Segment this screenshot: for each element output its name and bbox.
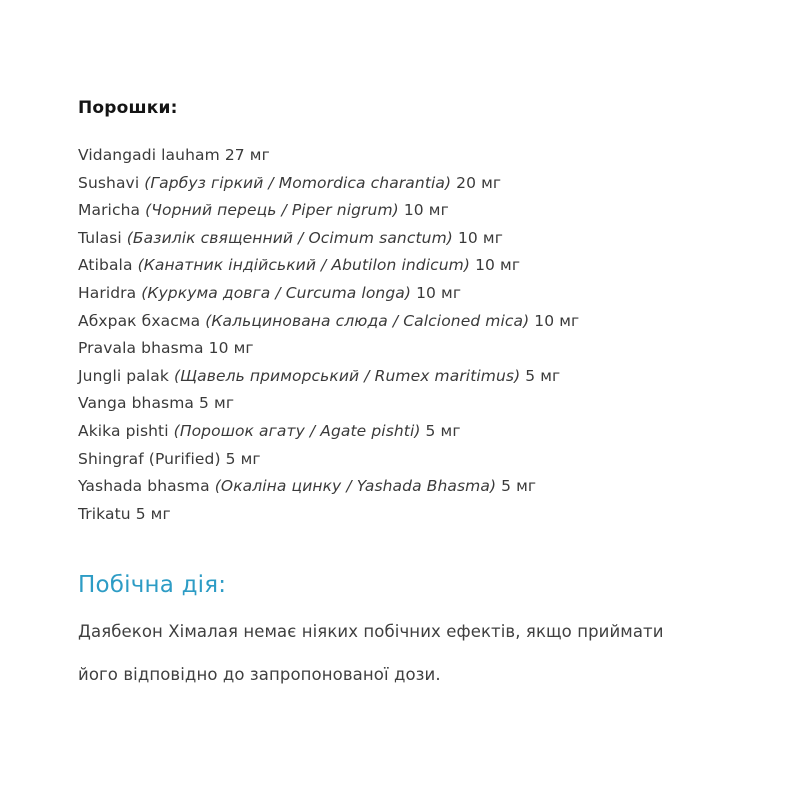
ingredient-row xyxy=(78,501,758,529)
ingredient-detail: (Базилік священний / Ocimum sanctum) xyxy=(121,228,453,247)
side-effects-text xyxy=(78,622,758,685)
ingredient-amount: 5 мг xyxy=(520,366,561,385)
side-effects-line: його відповідно до запропонованої дози. xyxy=(78,665,441,685)
ingredient-name: Абхрак бхасма xyxy=(78,311,201,330)
ingredient-name: Shingraf xyxy=(78,449,144,468)
ingredient-row xyxy=(78,418,758,446)
ingredient-detail: (Канатник індійський / Abutilon indicum) xyxy=(132,256,471,275)
ingredient-row xyxy=(78,390,758,418)
ingredient-amount: 10 мг xyxy=(203,339,254,358)
ingredient-amount: 27 мг xyxy=(219,146,270,164)
ingredient-row xyxy=(78,308,758,336)
ingredient-row xyxy=(78,252,758,280)
ingredient-name: Jungli palak xyxy=(78,366,169,385)
ingredient-name: Maricha xyxy=(78,201,141,220)
ingredient-detail: (Щавель приморський / Rumex maritimus) xyxy=(168,366,521,385)
ingredient-detail: (Окаліна цинку / Yashada Bhasma) xyxy=(209,477,497,496)
ingredient-detail: (Кальцинована слюда / Calcioned mica) xyxy=(200,311,530,330)
ingredient-row xyxy=(78,280,758,308)
ingredient-name: Akika pishti xyxy=(78,421,169,440)
ingredient-amount: 5 мг xyxy=(130,504,171,523)
powders-heading: Порошки: xyxy=(78,98,178,118)
ingredient-row xyxy=(78,170,758,198)
ingredient-row xyxy=(78,225,758,253)
ingredient-name: Atibala xyxy=(78,256,133,275)
ingredient-amount: 10 мг xyxy=(398,201,449,220)
ingredient-amount: 5 мг xyxy=(220,449,261,468)
ingredient-row xyxy=(78,446,758,474)
ingredient-row xyxy=(78,142,758,170)
ingredient-name: Sushavi xyxy=(78,173,140,192)
ingredient-amount: 5 мг xyxy=(420,421,461,440)
ingredient-amount: 20 мг xyxy=(451,173,502,192)
ingredient-amount: 5 мг xyxy=(194,394,235,413)
ingredient-name: Yashada bhasma xyxy=(78,477,210,496)
ingredient-detail: (Порошок агату / Agate pishti) xyxy=(168,421,421,440)
ingredient-amount: 10 мг xyxy=(411,283,462,302)
ingredient-list xyxy=(78,142,758,528)
ingredient-amount: 10 мг xyxy=(470,256,521,275)
ingredient-name: Haridra xyxy=(78,283,137,302)
product-description-page xyxy=(78,98,758,708)
ingredient-amount: 10 мг xyxy=(452,228,503,247)
ingredient-detail: (Чорний перець / Piper nigrum) xyxy=(140,201,399,220)
ingredient-detail: (Куркума довга / Curcuma longa) xyxy=(136,283,412,302)
ingredient-name: Trikatu xyxy=(78,504,131,523)
ingredient-row xyxy=(78,335,758,363)
ingredient-name: Vidangadi lauham xyxy=(78,146,220,164)
ingredient-detail: (Гарбуз гіркий / Momordica charantia) xyxy=(139,173,452,192)
ingredient-row xyxy=(78,473,758,501)
ingredient-amount: 10 мг xyxy=(529,311,580,330)
side-effects-heading: Побічна дія: xyxy=(78,572,227,599)
ingredient-detail: (Purified) xyxy=(143,449,221,468)
ingredient-amount: 5 мг xyxy=(496,477,537,496)
side-effects-line: Даябекон Хімалая немає ніяких побічних ефектів, якщо приймати xyxy=(78,622,664,642)
ingredient-name: Pravala bhasma xyxy=(78,339,204,358)
ingredient-name: Vanga bhasma xyxy=(78,394,195,413)
ingredient-row xyxy=(78,197,758,225)
ingredient-row xyxy=(78,363,758,391)
ingredient-name: Tulasi xyxy=(78,228,122,247)
